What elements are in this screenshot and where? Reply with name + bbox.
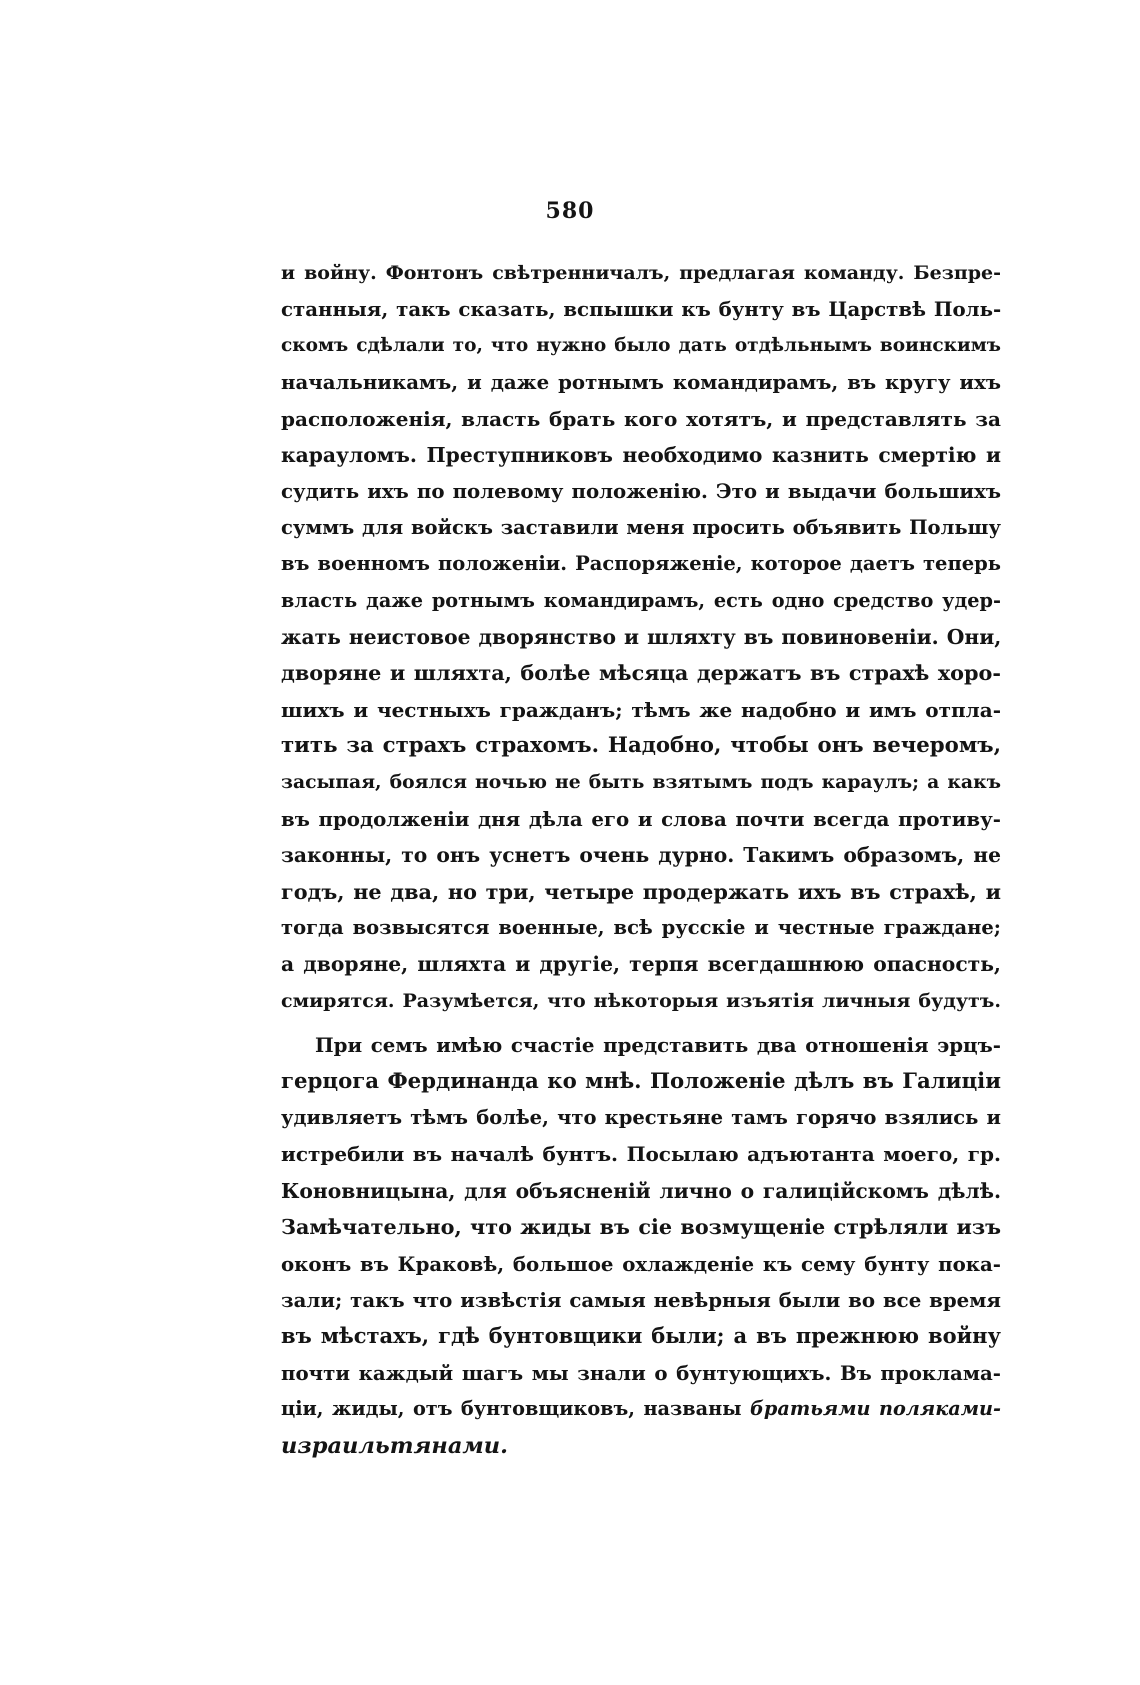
text-line: шихъ и честныхъ гражданъ; тѣмъ же надобно и имъ отпла- xyxy=(281,697,1001,722)
text-line: Замѣчательно, что жиды въ сіе возмущеніе стрѣляли изъ xyxy=(281,1215,1001,1240)
text-line: жать неистовое дворянство и шляхту въ повиновеніи. Они, xyxy=(281,624,1002,649)
text-line: засыпая, боялся ночью не быть взятымъ подъ караулъ; а какъ xyxy=(281,771,1001,794)
text-line: почти каждый шагъ мы знали о бунтующихъ. Въ проклама- xyxy=(281,1360,1001,1385)
text-line: а дворяне, шляхта и другіе, терпя всегдашнюю опасность, xyxy=(281,952,1001,977)
text-line: карауломъ. Преступниковъ необходимо казнить смертію и xyxy=(281,442,1001,467)
text-line: скомъ сдѣлали то, что нужно было дать отдѣльнымъ воинскимъ xyxy=(281,334,1001,356)
text-segment-italic: братьями поляками- xyxy=(749,1397,1001,1421)
paragraph-2 xyxy=(281,1027,1001,1464)
text-line: Коновницына, для объясненій лично о галиційскомъ дѣлѣ. xyxy=(281,1178,1001,1203)
paragraph-gap xyxy=(281,1019,1001,1027)
text-line-mixed xyxy=(281,1391,1001,1427)
text-line: зали; такъ что извѣстія самыя невѣрныя были во все время xyxy=(281,1287,1001,1312)
text-segment-italic: израильтянами. xyxy=(281,1432,508,1459)
text-line: въ мѣстахъ, гдѣ бунтовщики были; а въ прежнюю войну xyxy=(281,1323,1001,1349)
text-line: власть даже ротнымъ командирамъ, есть одно средство удер- xyxy=(281,588,1001,612)
page-number: 580 xyxy=(545,198,595,224)
text-line: дворяне и шляхта, болѣе мѣсяца держатъ въ страхѣ хоро- xyxy=(281,661,1001,686)
text-line: тогда возвысятся военные, всѣ русскіе и честные граждане; xyxy=(281,916,1001,940)
text-segment-regular: ціи, жиды, отъ бунтовщиковъ, названы xyxy=(281,1397,750,1421)
text-line: въ военномъ положеніи. Распоряженіе, которое даетъ теперь xyxy=(281,552,1001,576)
text-line: оконъ въ Краковѣ, большое охлажденіе къ сему бунту пока- xyxy=(281,1251,1001,1276)
text-line: судить ихъ по полевому положенію. Это и выдачи большихъ xyxy=(281,479,1001,504)
text-line: При семъ имѣю счастіе представить два отношенія эрцъ- xyxy=(315,1033,1001,1058)
text-line: станныя, такъ сказать, вспышки къ бунту въ Царствѣ Поль- xyxy=(281,297,1002,322)
text-line-final xyxy=(281,1428,1001,1464)
text-block xyxy=(281,255,1001,1464)
text-line: расположенія, власть брать кого хотятъ, и представлять за xyxy=(281,406,1001,431)
text-line: герцога Фердинанда ко мнѣ. Положеніе дѣлъ въ Галиціи xyxy=(281,1068,1001,1094)
text-line: начальникамъ, и даже ротнымъ командирамъ, въ кругу ихъ xyxy=(281,370,1001,395)
text-line: и войну. Фонтонъ свѣтренничалъ, предлагая команду. Безпре- xyxy=(281,262,1001,284)
text-line: въ продолженіи дня дѣла его и слова почти всегда противу- xyxy=(281,806,1001,831)
text-line: суммъ для войскъ заставили меня просить объявить Польшу xyxy=(281,515,1001,539)
text-line: удивляетъ тѣмъ болѣе, что крестьяне тамъ горячо взялись и xyxy=(281,1105,1001,1129)
text-line: законны, то онъ уснетъ очень дурно. Такимъ образомъ, не xyxy=(281,843,1001,868)
paragraph-1 xyxy=(281,255,1001,1019)
text-line: истребили въ началѣ бунтъ. Посылаю адъютанта моего, гр. xyxy=(281,1142,1001,1167)
text-line: годъ, не два, но три, четыре продержать ихъ въ страхѣ, и xyxy=(281,879,1001,904)
text-line: тить за страхъ страхомъ. Надобно, чтобы онъ вечеромъ, xyxy=(281,733,1001,759)
text-line: смирятся. Разумѣется, что нѣкоторыя изъятія личныя будутъ. xyxy=(281,989,1001,1012)
